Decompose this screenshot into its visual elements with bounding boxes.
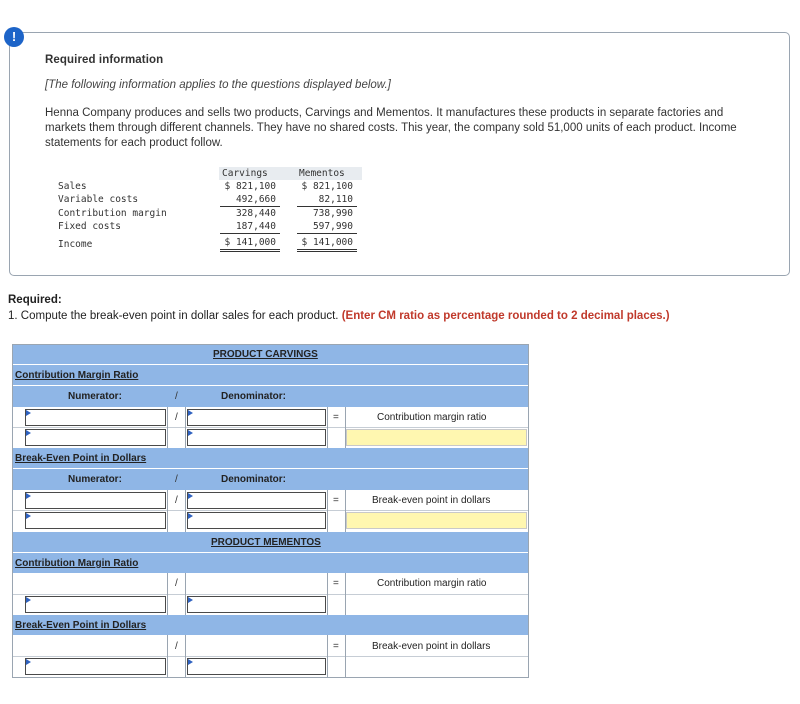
bep-result-label: Break-even point in dollars	[372, 641, 491, 652]
income-underline	[220, 206, 280, 207]
income-row-value: $ 821,100	[224, 181, 276, 192]
input-marker-icon	[188, 513, 193, 519]
income-row-label: Income	[58, 239, 93, 250]
carvings-bep-numerator-amount-input[interactable]	[25, 512, 166, 529]
mementos-cm-numerator-input[interactable]	[25, 596, 166, 613]
input-marker-icon	[26, 430, 31, 436]
required-note: (Enter CM ratio as percentage rounded to 2 decimal places.)	[341, 310, 670, 322]
bep-dollars-title: Break-Even Point in Dollars	[15, 620, 147, 631]
divide-sign: /	[175, 641, 178, 652]
numerator-label: Numerator:	[68, 474, 122, 485]
income-row-value: 738,990	[312, 208, 353, 219]
income-row-value: 187,440	[235, 221, 276, 232]
input-marker-icon	[26, 410, 31, 416]
bep-dollars-title: Break-Even Point in Dollars	[15, 453, 147, 464]
cm-ratio-result-label: Contribution margin ratio	[377, 412, 487, 423]
input-marker-icon	[188, 597, 193, 603]
divide-sign: /	[175, 578, 178, 589]
input-marker-icon	[188, 493, 193, 499]
col-divider	[327, 490, 328, 532]
income-row-label: Fixed costs	[58, 221, 121, 232]
cm-ratio-title: Contribution Margin Ratio	[15, 370, 139, 381]
alert-icon: !	[4, 27, 24, 47]
row-divider	[13, 427, 528, 428]
carvings-bep-numerator-input[interactable]	[25, 492, 166, 509]
denominator-label: Denominator:	[221, 391, 286, 402]
divide-sign: /	[175, 495, 178, 506]
divide-sign: /	[175, 412, 178, 423]
col-divider	[345, 573, 346, 615]
product-mementos-title: PRODUCT MEMENTOS	[211, 537, 321, 548]
col-divider	[167, 573, 168, 615]
col-divider	[185, 490, 186, 532]
bep-result-label: Break-even point in dollars	[372, 495, 491, 506]
income-row-value: $ 141,000	[224, 237, 276, 248]
row-divider	[13, 656, 528, 657]
col-divider	[327, 635, 328, 677]
income-col-mementos: Mementos	[299, 168, 345, 179]
input-marker-icon	[26, 493, 31, 499]
divide-sign: /	[175, 474, 178, 485]
required-question: 1. Compute the break-even point in dollar sales for each product.	[8, 310, 339, 322]
carvings-bep-answer[interactable]	[346, 512, 527, 529]
col-divider	[167, 407, 168, 448]
cm-ratio-result-label: Contribution margin ratio	[377, 578, 487, 589]
income-double-underline	[297, 249, 357, 250]
income-row-value: 597,990	[312, 221, 353, 232]
income-row-label: Contribution margin	[58, 208, 167, 219]
mementos-bep-numerator-input[interactable]	[25, 658, 166, 675]
income-underline	[297, 206, 357, 207]
carvings-cm-denominator-input[interactable]	[187, 409, 326, 426]
income-row-value: 492,660	[235, 194, 276, 205]
input-marker-icon	[188, 430, 193, 436]
info-panel	[9, 32, 790, 276]
info-title: Required information	[45, 54, 164, 66]
info-subtitle: [The following information applies to the questions displayed below.]	[45, 79, 391, 91]
input-marker-icon	[188, 659, 193, 665]
col-divider	[185, 407, 186, 448]
income-row-value: 328,440	[235, 208, 276, 219]
carvings-cm-denominator-amount-input[interactable]	[187, 429, 326, 446]
required-title: Required:	[8, 294, 62, 306]
equals-sign: =	[333, 495, 339, 506]
col-divider	[345, 635, 346, 677]
product-carvings-title: PRODUCT CARVINGS	[213, 349, 318, 360]
col-divider	[185, 573, 186, 615]
carvings-cm-numerator-amount-input[interactable]	[25, 429, 166, 446]
row-divider	[13, 594, 528, 595]
col-divider	[167, 635, 168, 677]
col-divider	[327, 407, 328, 448]
col-divider	[167, 490, 168, 532]
input-marker-icon	[188, 410, 193, 416]
row-divider	[13, 510, 528, 511]
carvings-bep-denominator-amount-input[interactable]	[187, 512, 326, 529]
required-text	[8, 310, 670, 322]
income-underline	[220, 233, 280, 234]
carvings-bep-denominator-input[interactable]	[187, 492, 326, 509]
input-marker-icon	[26, 597, 31, 603]
divide-sign: /	[175, 391, 178, 402]
input-marker-icon	[26, 659, 31, 665]
mementos-cm-denominator-input[interactable]	[187, 596, 326, 613]
income-row-value: 82,110	[318, 194, 353, 205]
input-marker-icon	[26, 513, 31, 519]
denominator-label: Denominator:	[221, 474, 286, 485]
carvings-cm-numerator-input[interactable]	[25, 409, 166, 426]
info-paragraph: Henna Company produces and sells two products, Carvings and Mementos. It manufactures these products in separate factories and markets them through different channels. They have no shared costs. This year, the company sold 51,000 units of each product. Income statements for each product follow.	[45, 107, 737, 149]
col-divider	[327, 573, 328, 615]
cm-ratio-title: Contribution Margin Ratio	[15, 558, 139, 569]
equals-sign: =	[333, 412, 339, 423]
income-row-label: Sales	[58, 181, 87, 192]
income-double-underline	[220, 251, 280, 252]
numerator-label: Numerator:	[68, 391, 122, 402]
income-double-underline	[220, 249, 280, 250]
income-row-label: Variable costs	[58, 194, 139, 205]
income-col-carvings: Carvings	[222, 168, 268, 179]
income-double-underline	[297, 251, 357, 252]
carvings-cm-ratio-answer[interactable]	[346, 429, 527, 446]
equals-sign: =	[333, 641, 339, 652]
income-underline	[297, 233, 357, 234]
col-divider	[185, 635, 186, 677]
income-row-value: $ 141,000	[301, 237, 353, 248]
equals-sign: =	[333, 578, 339, 589]
mementos-bep-denominator-input[interactable]	[187, 658, 326, 675]
income-row-value: $ 821,100	[301, 181, 353, 192]
